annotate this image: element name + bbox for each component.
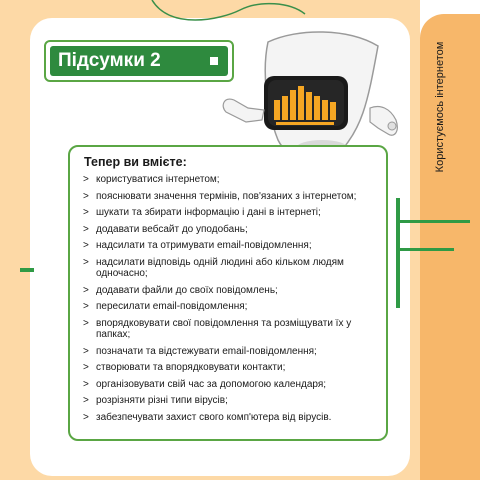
list-item: > користуватися інтернетом; [82, 174, 378, 186]
summary-list [82, 174, 378, 428]
list-item: > створювати та впорядковувати контакти; [82, 362, 378, 374]
decorative-green-bar [400, 248, 454, 251]
list-item: > впорядковувати свої повідомлення та розміщувати їх у папках; [82, 318, 378, 341]
list-item: > пояснювати значення термінів, пов'язаних з інтернетом; [82, 191, 378, 203]
list-item: > надсилати відповідь одній людині або кільком людям одночасно; [82, 257, 378, 280]
section-tab-label: Користуємось інтернетом [434, 41, 446, 173]
section-title: Підсумки 2 [44, 40, 234, 82]
list-item: > пересилати email-повідомлення; [82, 301, 378, 313]
list-item: > позначати та відстежувати email-повідомлення; [82, 346, 378, 358]
list-item: > додавати вебсайт до уподобань; [82, 224, 378, 236]
list-item: > шукати та збирати інформацію і дані в інтернеті; [82, 207, 378, 219]
decorative-green-bar [396, 198, 400, 308]
list-item: > організовувати свій час за допомогою календаря; [82, 379, 378, 391]
summary-heading: Тепер ви вмієте: [84, 155, 187, 169]
decorative-green-bar [400, 220, 470, 223]
list-item: > розрізняти різні типи вірусів; [82, 395, 378, 407]
decorative-green-bar [20, 268, 34, 272]
list-item: > додавати файли до своїх повідомлень; [82, 285, 378, 297]
list-item: > забезпечувати захист свого комп'ютера від вірусів. [82, 412, 378, 424]
summary-box [68, 145, 388, 441]
list-item: > надсилати та отримувати email-повідомлення; [82, 240, 378, 252]
